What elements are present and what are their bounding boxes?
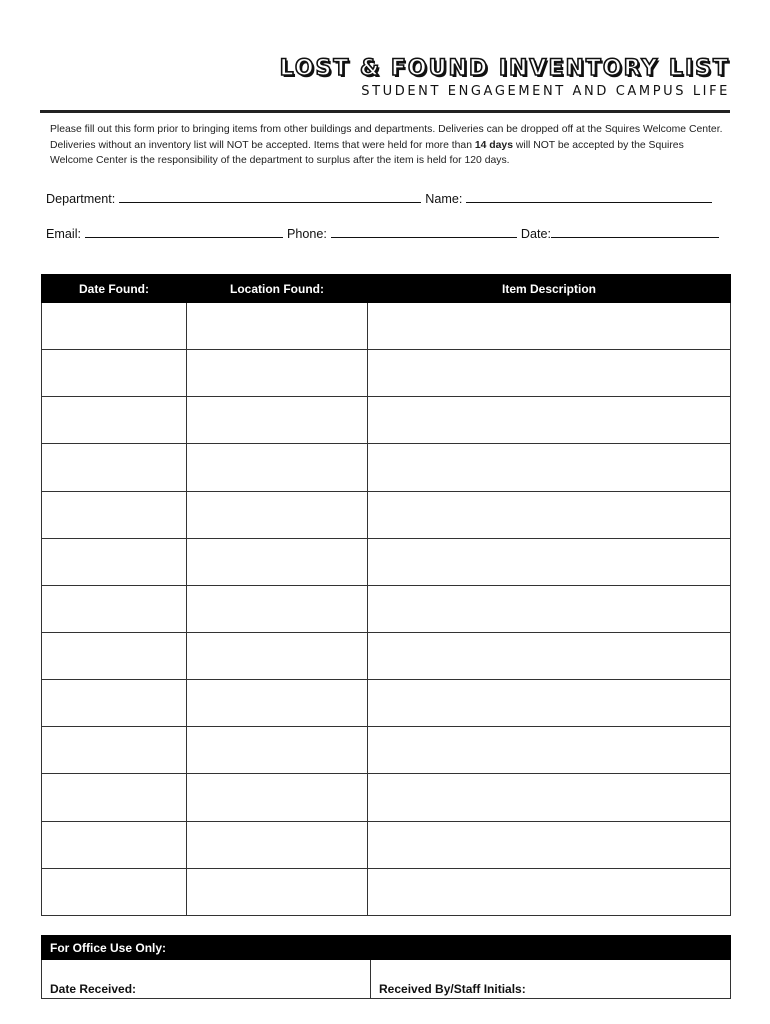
inventory-header-row [42, 275, 731, 303]
date-found-cell[interactable] [42, 774, 187, 821]
item-description-cell[interactable] [368, 397, 731, 444]
location-found-cell[interactable] [187, 303, 368, 350]
header-divider [40, 110, 730, 113]
location-found-cell[interactable] [187, 774, 368, 821]
received-by-field[interactable] [371, 960, 731, 999]
date-found-cell[interactable] [42, 350, 187, 397]
table-row [42, 680, 731, 727]
phone-field[interactable] [331, 225, 517, 238]
date-found-cell[interactable] [42, 727, 187, 774]
location-found-cell[interactable] [187, 632, 368, 679]
office-use-fields-row [42, 960, 731, 999]
date-label: Date: [520, 227, 552, 241]
table-row [42, 397, 731, 444]
instructions-emphasis: 14 days [474, 139, 513, 151]
item-description-cell[interactable] [368, 585, 731, 632]
item-description-cell[interactable] [368, 632, 731, 679]
date-found-cell[interactable] [42, 868, 187, 915]
location-found-cell[interactable] [187, 491, 368, 538]
inventory-table [41, 274, 731, 916]
location-found-cell[interactable] [187, 727, 368, 774]
table-row [42, 585, 731, 632]
column-header-location-found: Location Found: [187, 275, 368, 303]
date-found-cell[interactable] [42, 585, 187, 632]
fields-row-2 [46, 225, 723, 241]
table-row [42, 821, 731, 868]
department-field[interactable] [119, 190, 421, 203]
date-found-cell[interactable] [42, 821, 187, 868]
location-found-cell[interactable] [187, 821, 368, 868]
table-row [42, 632, 731, 679]
instructions-text-2: will NOT be accepted by the Squires Welcome Center is the responsibility of the department to surplus after the item is held for 120 days. [50, 139, 684, 166]
date-found-cell[interactable] [42, 538, 187, 585]
table-row [42, 444, 731, 491]
item-description-cell[interactable] [368, 491, 731, 538]
location-found-cell[interactable] [187, 350, 368, 397]
email-label: Email: [46, 227, 81, 241]
form-subtitle: STUDENT ENGAGEMENT AND CAMPUS LIFE [361, 84, 730, 99]
item-description-cell[interactable] [368, 680, 731, 727]
date-received-label: Date Received: [50, 982, 137, 996]
date-found-cell[interactable] [42, 303, 187, 350]
fields-row-1 [46, 190, 716, 206]
date-found-cell[interactable] [42, 632, 187, 679]
date-received-field[interactable] [42, 960, 371, 999]
office-use-header-row [42, 936, 731, 960]
location-found-cell[interactable] [187, 868, 368, 915]
form-title: LOST & FOUND INVENTORY LIST [279, 56, 730, 81]
date-found-cell[interactable] [42, 491, 187, 538]
column-header-item-description: Item Description [368, 275, 731, 303]
inventory-body [42, 303, 731, 916]
item-description-cell[interactable] [368, 821, 731, 868]
location-found-cell[interactable] [187, 444, 368, 491]
email-field[interactable] [85, 225, 283, 238]
date-field[interactable] [551, 225, 719, 238]
instructions-text-1: Please fill out this form prior to bringing items from other buildings and departments. Deliveries can be dropped off at the Squires Welcome Center. Deliveries without an inventory list will NOT be accepted. Items that were held for more than [50, 124, 723, 151]
location-found-cell[interactable] [187, 680, 368, 727]
table-row [42, 350, 731, 397]
name-label: Name: [425, 192, 463, 206]
received-by-label: Received By/Staff Initials: [379, 982, 526, 996]
item-description-cell[interactable] [368, 538, 731, 585]
table-row [42, 538, 731, 585]
date-found-cell[interactable] [42, 397, 187, 444]
table-row [42, 868, 731, 915]
office-use-table [41, 935, 731, 999]
location-found-cell[interactable] [187, 538, 368, 585]
location-found-cell[interactable] [187, 397, 368, 444]
table-row [42, 303, 731, 350]
item-description-cell[interactable] [368, 303, 731, 350]
name-field[interactable] [466, 190, 712, 203]
office-use-title: For Office Use Only: [42, 936, 731, 960]
location-found-cell[interactable] [187, 585, 368, 632]
table-row [42, 774, 731, 821]
column-header-date-found: Date Found: [42, 275, 187, 303]
item-description-cell[interactable] [368, 868, 731, 915]
department-label: Department: [46, 192, 116, 206]
item-description-cell[interactable] [368, 444, 731, 491]
date-found-cell[interactable] [42, 444, 187, 491]
item-description-cell[interactable] [368, 727, 731, 774]
date-found-cell[interactable] [42, 680, 187, 727]
item-description-cell[interactable] [368, 350, 731, 397]
phone-label: Phone: [287, 227, 327, 241]
table-row [42, 727, 731, 774]
instructions-paragraph [50, 122, 726, 169]
item-description-cell[interactable] [368, 774, 731, 821]
table-row [42, 491, 731, 538]
